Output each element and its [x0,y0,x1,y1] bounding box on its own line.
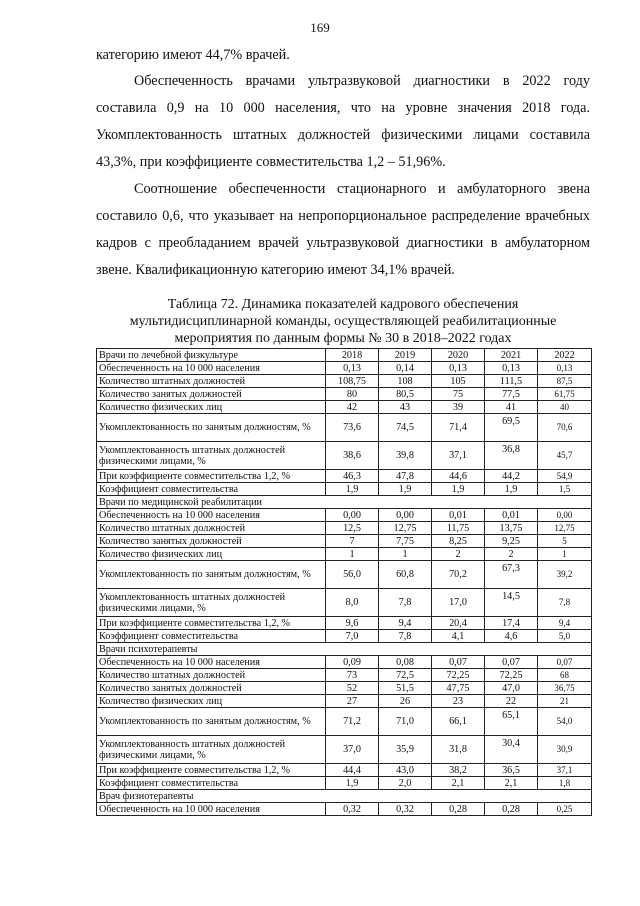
row-value: 108,75 [326,375,379,388]
table-header-row [97,349,592,362]
row-value: 21 [538,695,592,708]
table-row [97,589,592,617]
row-value: 1,9 [379,483,432,496]
row-value: 45,7 [538,442,592,470]
row-value: 8,0 [326,589,379,617]
table-row [97,522,592,535]
row-value: 4,6 [485,630,538,643]
header-year: 2018 [326,349,379,362]
row-value: 0,08 [379,656,432,669]
row-value: 38,2 [432,764,485,777]
row-value: 0,25 [538,803,592,816]
row-value: 39,2 [538,561,592,589]
table-row [97,470,592,483]
row-value-text: 69,5 [502,416,520,427]
row-value: 0,28 [485,803,538,816]
row-value: 42 [326,401,379,414]
row-value: 26 [379,695,432,708]
row-value: 12,5 [326,522,379,535]
row-value: 27 [326,695,379,708]
header-year: 2020 [432,349,485,362]
row-value: 0,13 [485,362,538,375]
row-value: 75 [432,388,485,401]
row-value: 54,0 [538,708,592,736]
section-title: Врачи по медицинской реабилитации [97,496,592,509]
table-row [97,695,592,708]
row-value: 30,9 [538,736,592,764]
table-row [97,764,592,777]
row-value: 0,28 [432,803,485,816]
row-value: 43,0 [379,764,432,777]
row-value: 1,9 [485,483,538,496]
row-value: 111,5 [485,375,538,388]
row-value: 87,5 [538,375,592,388]
row-value: 71,2 [326,708,379,736]
row-label: Количество занятых должностей [97,535,326,548]
row-value: 72,5 [379,669,432,682]
row-value: 7 [326,535,379,548]
row-value: 13,75 [485,522,538,535]
row-value: 72,25 [485,669,538,682]
row-label: Количество занятых должностей [97,682,326,695]
row-value: 1,8 [538,777,592,790]
row-value: 51,5 [379,682,432,695]
row-value: 9,6 [326,617,379,630]
row-label: Укомплектованность по занятым должностям, % [97,414,326,442]
row-value: 52 [326,682,379,695]
row-value: 71,4 [432,414,485,442]
row-value: 4,1 [432,630,485,643]
row-value: 70,2 [432,561,485,589]
row-value: 2,1 [432,777,485,790]
header-year: 2019 [379,349,432,362]
paragraph-continuation: категорию имеют 44,7% врачей. [96,47,290,63]
row-label: Коэффициент совместительства [97,483,326,496]
row-value: 41 [485,401,538,414]
row-value: 12,75 [379,522,432,535]
row-label: При коэффициенте совместительства 1,2, % [97,617,326,630]
table-row [97,561,592,589]
table-row [97,509,592,522]
table-row [97,736,592,764]
row-value: 2 [485,548,538,561]
row-value: 1,9 [432,483,485,496]
row-value: 0,13 [326,362,379,375]
row-value-text: 36,8 [502,444,520,455]
row-value [485,708,538,736]
header-year: 2021 [485,349,538,362]
row-value-text: 30,4 [502,738,520,749]
row-value: 47,8 [379,470,432,483]
table-row [97,669,592,682]
row-value: 44,2 [485,470,538,483]
row-value-text: 14,5 [502,591,520,602]
row-value [485,736,538,764]
table-row [97,682,592,695]
row-value: 5 [538,535,592,548]
row-value: 2,1 [485,777,538,790]
row-label: Укомплектованность по занятым должностям, % [97,561,326,589]
row-value: 1,9 [326,777,379,790]
row-value: 1 [538,548,592,561]
table-row [97,414,592,442]
row-value: 0,00 [379,509,432,522]
table-row [97,442,592,470]
row-value: 60,8 [379,561,432,589]
row-value: 0,32 [379,803,432,816]
row-value: 1 [379,548,432,561]
table-row [97,630,592,643]
row-value-text: 65,1 [502,710,520,721]
row-value: 108 [379,375,432,388]
row-label: Коэффициент совместительства [97,630,326,643]
row-label: При коэффициенте совместительства 1,2, % [97,764,326,777]
table-row [97,483,592,496]
row-value: 44,4 [326,764,379,777]
row-label: Обеспеченность на 10 000 населения [97,362,326,375]
row-value: 7,0 [326,630,379,643]
section-row [97,790,592,803]
row-value-text: 67,3 [502,563,520,574]
row-value: 0,07 [432,656,485,669]
row-value [485,561,538,589]
row-value: 7,8 [379,589,432,617]
row-value: 8,25 [432,535,485,548]
row-value: 7,8 [538,589,592,617]
row-value: 105 [432,375,485,388]
row-value: 36,75 [538,682,592,695]
row-value: 46,3 [326,470,379,483]
row-value: 11,75 [432,522,485,535]
row-value: 1,5 [538,483,592,496]
row-label: Укомплектованность штатных должностей физическими лицами, % [97,736,326,764]
header-category: Врачи по лечебной физкультуре [97,349,326,362]
row-value: 36,5 [485,764,538,777]
table-row [97,708,592,736]
row-label: Коэффициент совместительства [97,777,326,790]
row-value: 44,6 [432,470,485,483]
row-value: 39 [432,401,485,414]
row-value: 39,8 [379,442,432,470]
row-value: 47,0 [485,682,538,695]
row-value: 54,9 [538,470,592,483]
row-value: 72,25 [432,669,485,682]
row-value: 37,0 [326,736,379,764]
row-label: Укомплектованность по занятым должностям, % [97,708,326,736]
row-value: 0,01 [432,509,485,522]
row-value [485,589,538,617]
row-value: 71,0 [379,708,432,736]
row-value: 0,07 [485,656,538,669]
row-value: 9,25 [485,535,538,548]
table-body [97,349,592,816]
row-value: 73 [326,669,379,682]
row-value: 12,75 [538,522,592,535]
row-value: 17,4 [485,617,538,630]
row-value [485,414,538,442]
row-value: 20,4 [432,617,485,630]
row-value: 7,8 [379,630,432,643]
row-value: 23 [432,695,485,708]
row-value: 1 [326,548,379,561]
table-row [97,777,592,790]
row-label: Обеспеченность на 10 000 населения [97,656,326,669]
row-label: При коэффициенте совместительства 1,2, % [97,470,326,483]
row-value: 9,4 [538,617,592,630]
row-label: Количество штатных должностей [97,522,326,535]
row-value: 0,09 [326,656,379,669]
row-value: 7,75 [379,535,432,548]
table-caption: Таблица 72. Динамика показателей кадрового обеспечения мультидисциплинарной команды, осуществляющей реабилитационные мероприятия по данным формы № 30 в 2018–2022 годах [129,297,557,346]
row-value: 47,75 [432,682,485,695]
table-row [97,401,592,414]
table-row [97,362,592,375]
paragraph-ratio: Соотношение обеспеченности стационарного и амбулаторного звена составило 0,6, что указывает на непропорциональное распределение врачебных кадров с преобладанием врачей ультразвуковой диагностики в амбулаторном звене. Квалификационную категорию имеют 34,1% врачей. [96,181,590,278]
row-value: 22 [485,695,538,708]
row-value: 31,8 [432,736,485,764]
row-label: Укомплектованность штатных должностей физическими лицами, % [97,442,326,470]
row-label: Укомплектованность штатных должностей физическими лицами, % [97,589,326,617]
row-value: 66,1 [432,708,485,736]
row-value: 56,0 [326,561,379,589]
page-number: 169 [310,20,330,35]
row-value: 0,01 [485,509,538,522]
row-label: Количество физических лиц [97,401,326,414]
section-title: Врачи психотерапевты [97,643,592,656]
row-value: 5,0 [538,630,592,643]
table-row [97,548,592,561]
row-value: 68 [538,669,592,682]
row-value: 61,75 [538,388,592,401]
header-year: 2022 [538,349,592,362]
row-value: 0,32 [326,803,379,816]
section-row [97,496,592,509]
row-label: Количество физических лиц [97,695,326,708]
paragraph-ultrasound-doctors: Обеспеченность врачами ультразвуковой диагностики в 2022 году составила 0,9 на 10 000 населения, что на уровне значения 2018 года. Укомплектованность штатных должностей физическими лицами составила 43,3%, при коэффициенте совместительства 1,2 – 51,96%. [96,73,590,170]
row-value: 77,5 [485,388,538,401]
row-value: 1,9 [326,483,379,496]
row-label: Количество физических лиц [97,548,326,561]
row-value: 0,13 [432,362,485,375]
row-value: 0,07 [538,656,592,669]
row-value: 80 [326,388,379,401]
row-label: Обеспеченность на 10 000 населения [97,803,326,816]
staffing-table [96,348,592,816]
row-value: 35,9 [379,736,432,764]
row-value: 70,6 [538,414,592,442]
row-label: Обеспеченность на 10 000 населения [97,509,326,522]
table-row [97,388,592,401]
row-value: 9,4 [379,617,432,630]
table-row [97,617,592,630]
row-value: 0,13 [538,362,592,375]
row-value: 80,5 [379,388,432,401]
row-value: 0,14 [379,362,432,375]
row-value: 17,0 [432,589,485,617]
section-row [97,643,592,656]
table-row [97,656,592,669]
row-label: Количество штатных должностей [97,669,326,682]
row-value: 38,6 [326,442,379,470]
section-title: Врач физиотерапевты [97,790,592,803]
row-value [485,442,538,470]
row-value: 0,00 [538,509,592,522]
row-value: 37,1 [538,764,592,777]
row-value: 74,5 [379,414,432,442]
row-value: 73,6 [326,414,379,442]
table-row [97,375,592,388]
row-value: 40 [538,401,592,414]
table-row [97,803,592,816]
row-label: Количество занятых должностей [97,388,326,401]
table-row [97,535,592,548]
row-value: 0,00 [326,509,379,522]
row-value: 43 [379,401,432,414]
row-value: 37,1 [432,442,485,470]
row-label: Количество штатных должностей [97,375,326,388]
row-value: 2 [432,548,485,561]
row-value: 2,0 [379,777,432,790]
